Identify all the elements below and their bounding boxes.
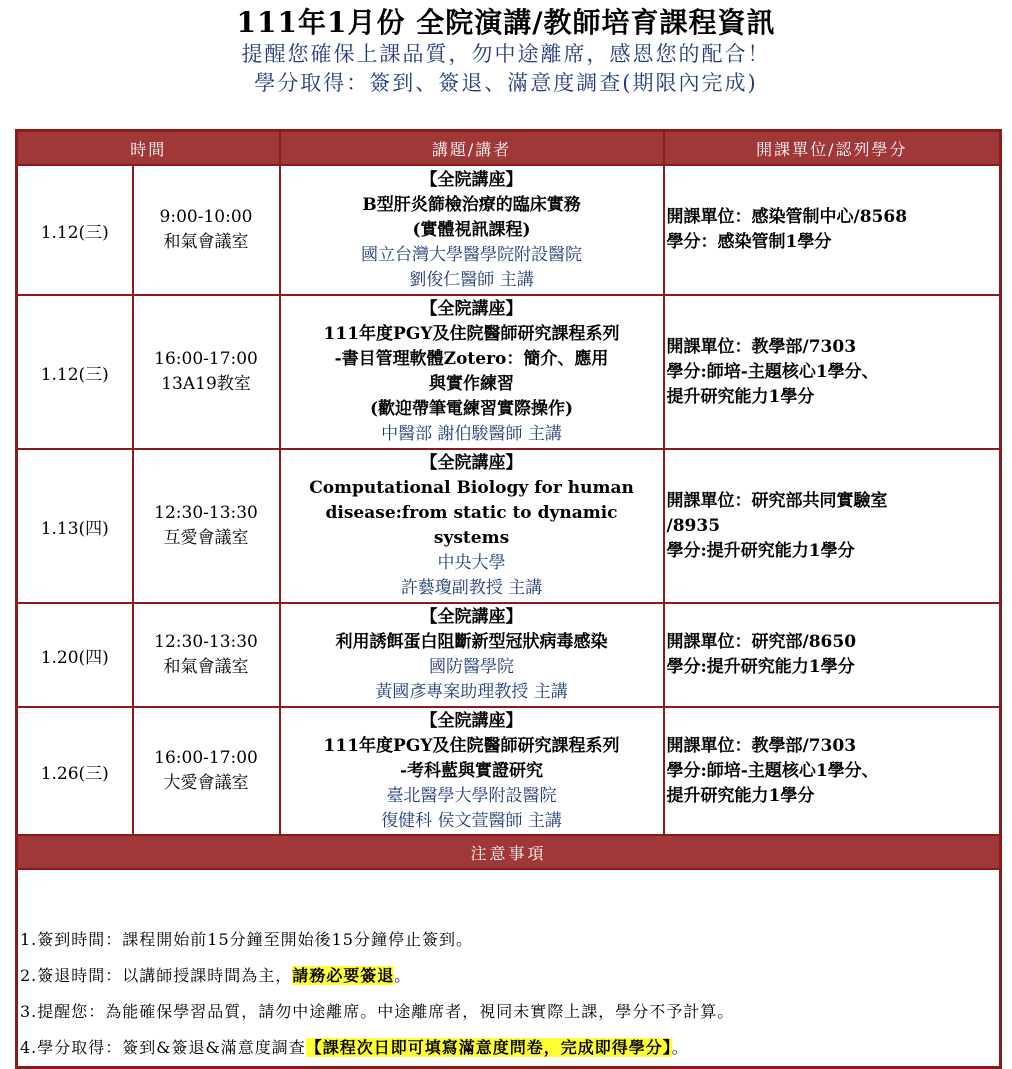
date-text: 1.12(三): [40, 222, 109, 243]
speaker-line: 臺北醫學大學附設醫院: [386, 785, 557, 806]
topic-cell: [280, 603, 664, 707]
note-1: 1.簽到時間：課程開始前15分鐘至開始後15分鐘停止簽到。: [20, 930, 473, 949]
table-header-row: [17, 131, 1001, 166]
unit-credit-cell: [664, 603, 1001, 707]
time-text: 9:00-10:00: [159, 207, 253, 227]
schedule-rows: [17, 165, 1001, 835]
unit-line: 開課單位：感染管制中心/8568: [666, 207, 908, 227]
date-text: 1.13(四): [40, 518, 109, 539]
time-place-cell: [133, 603, 280, 707]
date-cell: [17, 603, 133, 707]
notes-heading: 注意事項: [17, 835, 1001, 869]
time-place-cell: [133, 295, 280, 449]
topic-line: 111年度PGY及住院醫師研究課程系列: [323, 735, 620, 756]
unit-line: 提升研究能力1學分: [666, 386, 815, 407]
lecture-tag: 【全院講座】: [420, 453, 523, 473]
unit-credit-cell: [664, 707, 1001, 835]
date-cell: [17, 295, 133, 449]
unit-line: 開課單位：教學部/7303: [666, 336, 857, 357]
note-4-highlight: 【課程次日即可填寫滿意度問卷，完成即得學分】: [305, 1038, 672, 1057]
col-header-topic: 講題/講者: [280, 131, 664, 166]
time-text: 12:30-13:30: [154, 632, 258, 652]
place-text: 大愛會議室: [163, 773, 249, 793]
unit-line: 學分:提升研究能力1學分: [666, 657, 855, 677]
topic-line: 與實作練習: [429, 374, 515, 394]
note-2-text: 2.簽退時間：以講師授課時間為主，: [20, 966, 293, 985]
schedule-row: [17, 449, 1001, 603]
time-text: 16:00-17:00: [154, 349, 258, 369]
topic-line: (歡迎帶筆電練習實際操作): [369, 399, 574, 419]
unit-credit-cell: [664, 295, 1001, 449]
unit-credit-cell: [664, 449, 1001, 603]
page-title: 111年1月份 全院演講/教師培育課程資訊: [236, 6, 776, 39]
schedule-row: [17, 707, 1001, 835]
unit-line: 開課單位：研究部共同實驗室: [666, 490, 888, 511]
notes-body: [17, 869, 1001, 1068]
date-cell: [17, 707, 133, 835]
schedule-table: [15, 129, 1002, 1069]
speaker-line: 劉俊仁醫師 主講: [409, 269, 534, 290]
time-place-cell: [133, 165, 280, 295]
place-text: 和氣會議室: [163, 657, 249, 677]
speaker-line: 黃國彥專案助理教授 主講: [375, 682, 568, 702]
date-text: 1.12(三): [40, 364, 109, 385]
col-header-time: 時間: [17, 131, 280, 166]
note-4-text: 4.學分取得：簽到&簽退&滿意度調查: [20, 1038, 306, 1057]
topic-cell: [280, 295, 664, 449]
speaker-line: 許藝瓊副教授 主講: [400, 578, 543, 598]
unit-credit-cell: [664, 165, 1001, 295]
notes-header-row: [17, 835, 1001, 869]
unit-line: 開課單位：研究部/8650: [666, 632, 857, 652]
speaker-line: 國立台灣大學醫學院附設醫院: [361, 244, 583, 265]
topic-cell: [280, 449, 664, 603]
date-cell: [17, 165, 133, 295]
topic-cell: [280, 707, 664, 835]
place-text: 和氣會議室: [163, 232, 249, 252]
unit-line: 學分：感染管制1學分: [666, 232, 832, 252]
speaker-line: 國防醫學院: [429, 657, 515, 677]
speaker-line: 中央大學: [437, 553, 506, 573]
topic-line: 利用誘餌蛋白阻斷新型冠狀病毒感染: [335, 632, 608, 652]
note-3: 3.提醒您：為能確保學習品質，請勿中途離席。中途離席者，視同未實際上課，學分不予計算。: [20, 1002, 735, 1021]
speaker-line: 復健科 侯文萱醫師 主講: [381, 810, 562, 831]
topic-line: B型肝炎篩檢治療的臨床實務: [362, 194, 581, 215]
note-2-highlight: 請務必要簽退: [292, 966, 395, 985]
page-header: [0, 6, 1012, 98]
topic-line: -考科藍與實證研究: [399, 760, 544, 781]
note-2: [18, 958, 999, 994]
topic-line: Computational Biology for human: [309, 478, 634, 498]
time-place-cell: [133, 449, 280, 603]
date-cell: [17, 449, 133, 603]
time-place-cell: [133, 707, 280, 835]
time-text: 12:30-13:30: [154, 503, 258, 523]
notes-body-row: [17, 869, 1001, 1068]
lecture-tag: 【全院講座】: [420, 169, 523, 190]
unit-line: 提升研究能力1學分: [666, 785, 815, 806]
unit-line: 學分:提升研究能力1學分: [666, 540, 855, 561]
topic-line: systems: [433, 528, 510, 548]
unit-line: 開課單位：教學部/7303: [666, 735, 857, 756]
page-subtitle-reminder: 提醒您確保上課品質，勿中途離席，感恩您的配合！: [241, 42, 771, 66]
schedule-row: [17, 603, 1001, 707]
lecture-tag: 【全院講座】: [420, 607, 523, 627]
unit-line: 學分:師培-主題核心1學分、: [666, 361, 879, 382]
unit-line: 學分:師培-主題核心1學分、: [666, 760, 879, 781]
page-subtitle-credit: 學分取得：簽到、簽退、滿意度調查(期限內完成): [254, 71, 758, 95]
schedule-row: [17, 295, 1001, 449]
note-2-end: 。: [394, 966, 412, 985]
lecture-tag: 【全院講座】: [420, 710, 523, 731]
topic-cell: [280, 165, 664, 295]
note-4-end: 。: [671, 1038, 689, 1057]
place-text: 13A19教室: [161, 374, 251, 394]
speaker-line: 中醫部 謝伯駿醫師 主講: [381, 424, 562, 444]
topic-line: (實體視訊課程): [412, 219, 531, 240]
schedule-row: [17, 165, 1001, 295]
date-text: 1.26(三): [40, 763, 109, 784]
topic-line: 111年度PGY及住院醫師研究課程系列: [323, 324, 620, 344]
topic-line: disease:from static to dynamic: [325, 503, 618, 523]
lecture-tag: 【全院講座】: [420, 299, 523, 319]
date-text: 1.20(四): [40, 647, 109, 668]
note-4: [18, 1030, 999, 1066]
unit-line: /8935: [666, 515, 721, 536]
time-text: 16:00-17:00: [154, 748, 258, 768]
place-text: 互愛會議室: [163, 528, 249, 548]
col-header-unit: 開課單位/認列學分: [664, 131, 1001, 166]
topic-line: -書目管理軟體Zotero：簡介、應用: [334, 349, 609, 369]
